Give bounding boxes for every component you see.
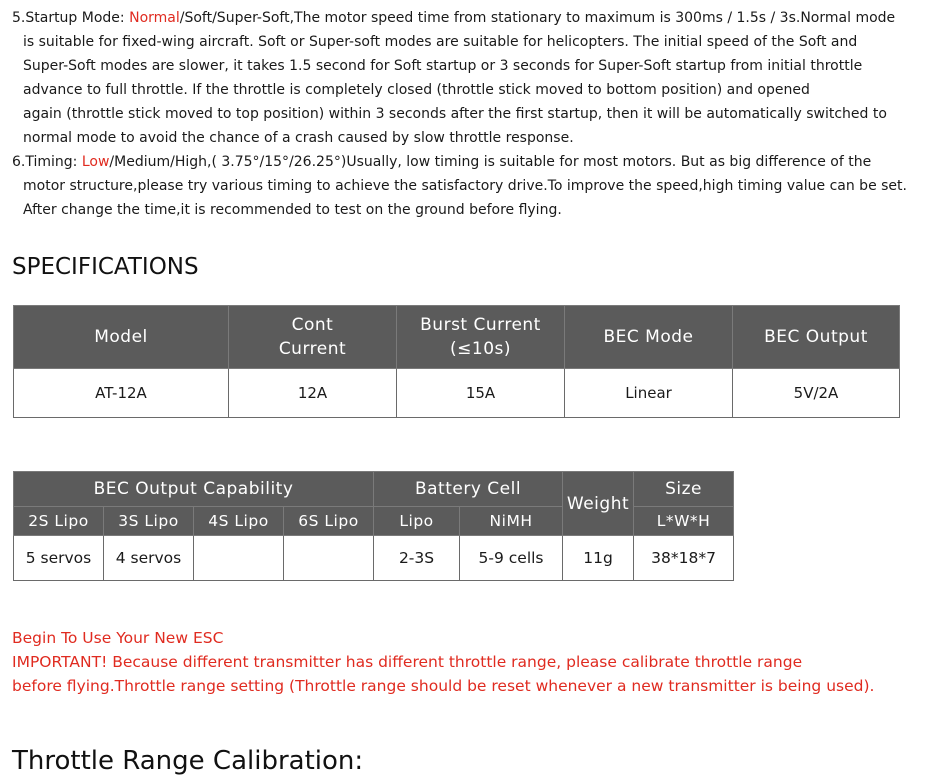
specifications-title: SPECIFICATIONS <box>12 254 199 280</box>
cell-weight: 11g <box>563 536 634 581</box>
cell-lipo: 2-3S <box>374 536 460 581</box>
important-line-2: before flying.Throttle range setting (Throttle range should be reset whenever a new transmitter is being used). <box>12 677 875 695</box>
cell-cont-current: 12A <box>229 369 397 418</box>
startup-line-4: again (throttle stick moved to top position) within 3 seconds after the first startup, then it will be automatically switched to <box>23 106 887 122</box>
header-model: Model <box>14 306 229 369</box>
header-bec-output-capability: BEC Output Capability <box>14 472 374 507</box>
table-row <box>14 536 734 581</box>
startup-line-1: is suitable for fixed-wing aircraft. Soft or Super-soft modes are suitable for helicopters. The initial speed of the Soft and <box>23 34 858 50</box>
header-bec-mode: BEC Mode <box>565 306 733 369</box>
startup-mode-rest: /Soft/Super-Soft,The motor speed time from stationary to maximum is 300ms / 1.5s / 3s.Normal mode <box>179 10 896 26</box>
cell-bec-output: 5V/2A <box>733 369 900 418</box>
startup-mode-highlight: Normal <box>129 10 180 26</box>
header-lwh: L*W*H <box>634 507 734 536</box>
cell-4s-lipo <box>194 536 284 581</box>
header-lipo: Lipo <box>374 507 460 536</box>
cell-model: AT-12A <box>14 369 229 418</box>
cell-2s-lipo: 5 servos <box>14 536 104 581</box>
header-burst-current: Burst Current (≤10s) <box>397 306 565 369</box>
settings-notes <box>12 0 912 222</box>
startup-line-3: advance to full throttle. If the throttle is completely closed (throttle stick moved to bottom position) and opened <box>23 82 810 98</box>
cell-size: 38*18*7 <box>634 536 734 581</box>
timing-line <box>12 150 912 174</box>
header-2s-lipo: 2S Lipo <box>14 507 104 536</box>
cell-burst-current: 15A <box>397 369 565 418</box>
header-3s-lipo: 3S Lipo <box>104 507 194 536</box>
begin-section <box>12 626 874 698</box>
capability-group-header-row <box>14 472 734 507</box>
header-weight: Weight <box>563 472 634 536</box>
cell-3s-lipo: 4 servos <box>104 536 194 581</box>
timing-highlight: Low <box>81 154 110 170</box>
throttle-calibration-heading: Throttle Range Calibration: <box>12 746 364 776</box>
spec-table-main <box>13 305 900 418</box>
header-battery-cell: Battery Cell <box>374 472 563 507</box>
timing-line-2: After change the time,it is recommended to test on the ground before flying. <box>23 202 562 218</box>
begin-title: Begin To Use Your New ESC <box>12 629 224 647</box>
cell-6s-lipo <box>284 536 374 581</box>
timing-rest: /Medium/High,( 3.75°/15°/26.25°)Usually, low timing is suitable for most motors. But as big difference of the <box>109 154 872 170</box>
cell-nimh: 5-9 cells <box>460 536 563 581</box>
header-bec-output: BEC Output <box>733 306 900 369</box>
header-size: Size <box>634 472 734 507</box>
spec-table-capability <box>13 471 734 581</box>
startup-line-2: Super-Soft modes are slower, it takes 1.5 second for Soft startup or 3 seconds for Super-Soft startup from initial throttle <box>23 58 863 74</box>
cell-bec-mode: Linear <box>565 369 733 418</box>
startup-line-5: normal mode to avoid the chance of a crash caused by slow throttle response. <box>23 130 574 146</box>
header-cont-current: Cont Current <box>229 306 397 369</box>
table-row <box>14 369 900 418</box>
timing-prefix: 6.Timing: <box>12 154 82 170</box>
startup-mode-prefix: 5.Startup Mode: <box>12 10 130 26</box>
header-6s-lipo: 6S Lipo <box>284 507 374 536</box>
spec-table-header-row <box>14 306 900 369</box>
header-nimh: NiMH <box>460 507 563 536</box>
timing-line-1: motor structure,please try various timing to achieve the satisfactory drive.To improve the speed,high timing value can be set. <box>23 178 907 194</box>
startup-mode-line <box>12 6 912 30</box>
important-line-1: IMPORTANT! Because different transmitter has different throttle range, please calibrate throttle range <box>12 653 803 671</box>
header-4s-lipo: 4S Lipo <box>194 507 284 536</box>
